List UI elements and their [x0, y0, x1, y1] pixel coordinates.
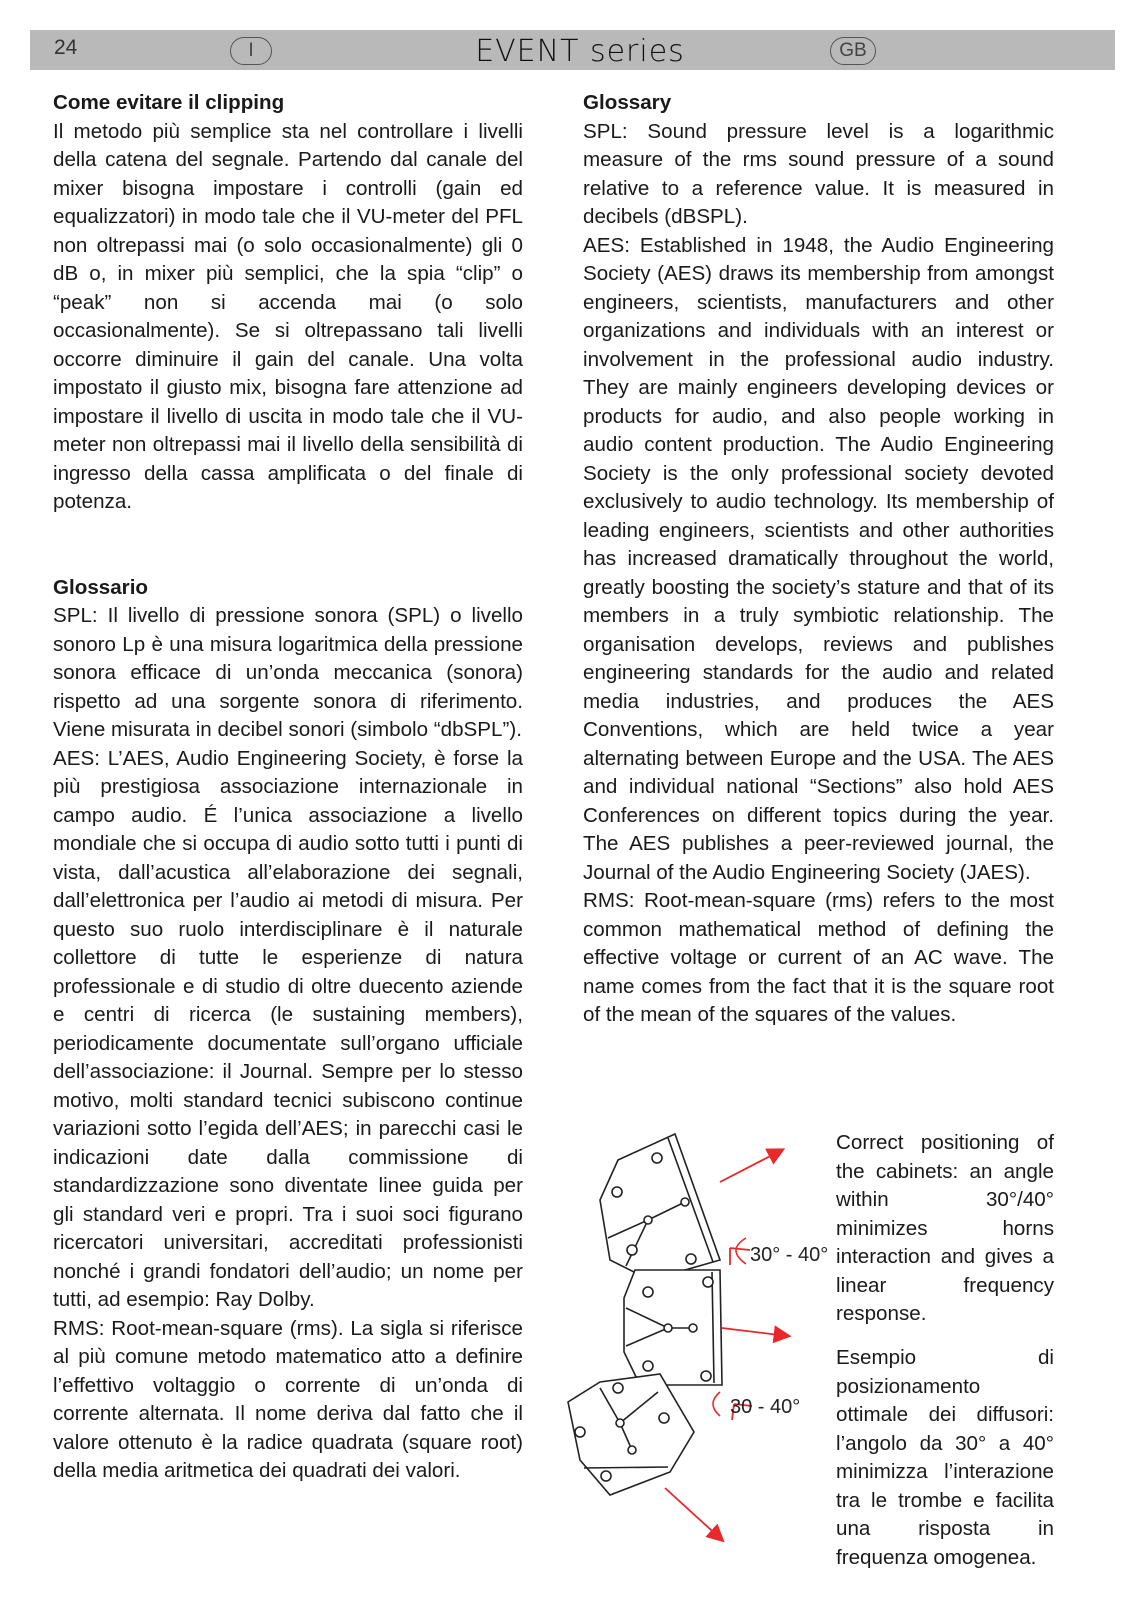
cabinet-bottom — [568, 1374, 694, 1495]
glossary-aes: AES: Established in 1948, the Audio Engineering Society (AES) draws its membership from amongst engineers, scientists, manufacturers and other organizations and individuals with an interest or involvement in the professional audio industry. They are mainly engineers developing devices or products for audio, and also people working in audio content production. The Audio Engineering Society is the only professional society devoted exclusively to audio technology. Its membership of leading engineers, scientists and other authorities has increased dramatically throughout the world, greatly boosting the society’s stature and that of its members in a truly symbiotic relationship. The organisation develops, reviews and publishes engineering standards for the audio and related media industries, and produces the AES Conventions, which are held twice a year alternating between Europe and the USA. The AES and individual national “Sections” also hold AES Conferences on different topics during the year. The AES publishes a peer-reviewed journal, the Journal of the Audio Engineering Society (JAES). — [583, 233, 1054, 884]
glossary-heading: Glossary — [583, 91, 672, 114]
page-header — [30, 30, 1115, 70]
language-badge-english: GB — [830, 37, 876, 65]
angle-label-top: 30° - 40° — [750, 1244, 829, 1266]
cabinet-middle — [624, 1270, 722, 1385]
figure-caption-english: Correct positioning of the cabinets: an angle within 30°/40° minimizes horns interaction and gives a linear frequency response. — [836, 1131, 1054, 1325]
glossario-rms: RMS: Root-mean-square (rms). La sigla si riferisce al più comune metodo matematico atto a definire l’effettivo voltaggio o corrente di un’onda di corrente alternata. Il nome deriva dal fatto che il valore ottenuto è la radice quadrata (square root) della media aritmetica dei quadrati dei valori. — [53, 1316, 523, 1482]
glossario-heading: Glossario — [53, 575, 148, 599]
glossary-rms: RMS: Root-mean-square (rms) refers to the most common mathematical method of defining the effective voltage or current of an AC wave. The name comes from the fact that it is the square root of the mean of the squares of the values. — [583, 889, 1054, 1026]
glossario-spl: SPL: Il livello di pressione sonora (SPL) o livello sonoro Lp è una misura logaritmica della pressione sonora efficace di un’onda meccanica (sonora) rispetto ad una sorgente sonora di riferimento. Viene misurata in decibel sonori (simbolo “dbSPL”). — [53, 604, 523, 741]
english-column — [583, 89, 1054, 1030]
angle-label-bottom: 30 - 40° — [730, 1396, 801, 1418]
glossary-spl: SPL: Sound pressure level is a logarithmic measure of the rms sound pressure of a sound relative to a reference value. It is measured in decibels (dBSPL). — [583, 119, 1054, 228]
figure-caption-italian: Esempio di posizionamento ottimale dei diffusori: l’angolo da 30° a 40° minimizza l’interazione tra le trombe e facilita una risposta in frequenza omogenea. — [836, 1346, 1054, 1569]
cabinet-positioning-diagram — [560, 1120, 850, 1570]
glossario-aes: AES: L’AES, Audio Engineering Society, è forse la più prestigiosa associazione internazionale in campo audio. É l’unica associazione a livello mondiale che si occupa di audio sotto tutti i punti di vista, dall’acustica all’elaborazione dei segnali, dall’elettronica per l’audio ai metodi di misura. Per questo suo ruolo interdisciplinare è il naturale collettore di tutte le esperienze di natura professionale e di studio di oltre duecento aziende e centri di ricerca (le sustaining members), periodicamente documentate sull’organo ufficiale dell’associazione: il Journal. Sempre per lo stesso motivo, molti standard tecnici subiscono continue variazioni sotto l’egida dell’AES; in parecchi casi le indicazioni date dalla commissione di standardizzazione sono diventate linee guida per gli standard veri e propri. Tra i suoi soci figurano ricercatori universitari, accreditati professionisti nonché i grandi fondatori dell’audio; un nome per tutti, ad esempio: Ray Dolby. — [53, 746, 523, 1311]
page-number: 24 — [54, 36, 78, 59]
clipping-heading: Come evitare il clipping — [53, 91, 285, 114]
italian-column — [53, 89, 523, 1486]
series-title: EVENT series — [475, 34, 685, 69]
cabinet-top — [600, 1134, 720, 1280]
cabinet-diagram-svg — [560, 1120, 850, 1570]
clipping-paragraph: Il metodo più semplice sta nel controllare i livelli della catena del segnale. Partendo dal canale del mixer bisogna impostare i controlli (gain ed equalizzatori) in modo tale che il VU-meter del PFL non oltrepassi mai (o solo occasionalmente) gli 0 dB o, in mixer più semplici, che la spia “clip” o “peak” non si accenda mai (o solo occasionalmente). Se si oltrepassano tali livelli occorre diminuire il gain del canale. Una volta impostato il giusto mix, bisogna fare attenzione ad impostare il livello di uscita in modo tale che il VU-meter non oltrepassi mai il livello della sensibilità di ingresso della cassa amplificata o del finale di potenza. — [53, 119, 523, 513]
language-badge-italian: I — [230, 37, 272, 65]
